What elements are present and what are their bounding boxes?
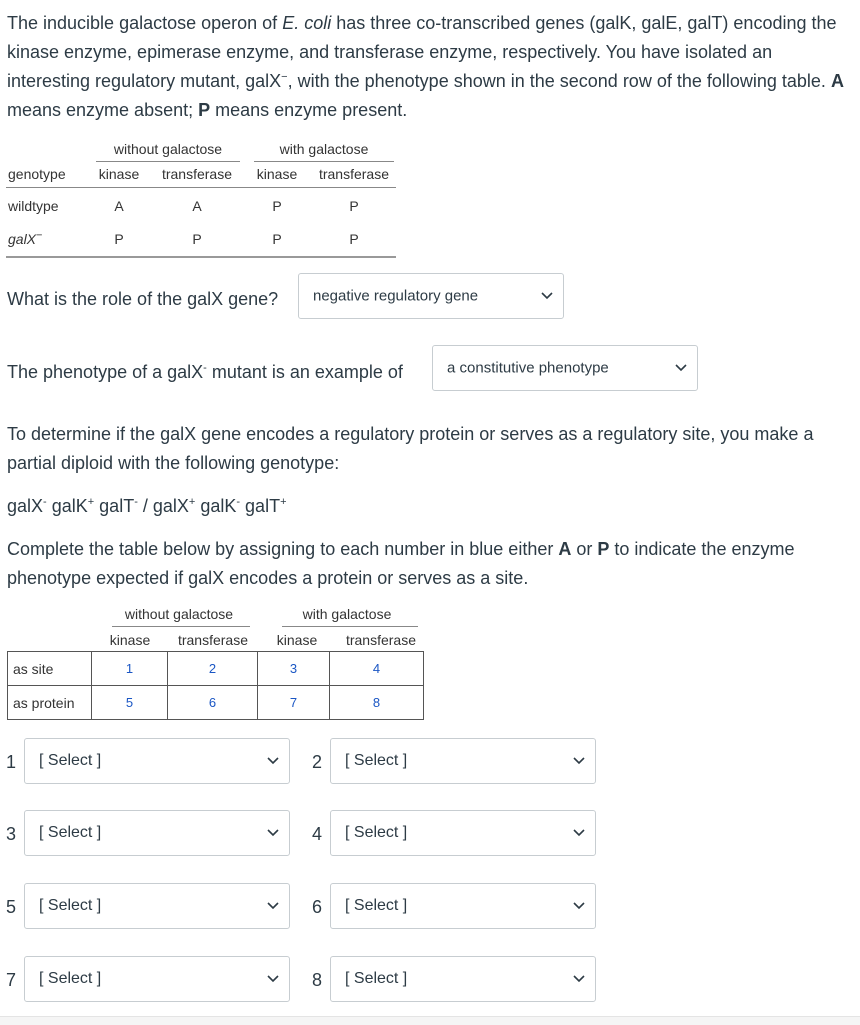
table1-header-kinase: kinase bbox=[256, 166, 298, 182]
table1-group-without: without galactose bbox=[113, 141, 223, 157]
table2-group-with: with galactose bbox=[302, 606, 392, 622]
row-label: as site bbox=[8, 652, 92, 686]
answer-select-value: [ Select ] bbox=[39, 970, 102, 987]
answer-number: 1 bbox=[6, 752, 17, 772]
blue-number: 5 bbox=[92, 686, 168, 720]
table1-cell: A bbox=[192, 198, 202, 214]
blue-number: 2 bbox=[168, 652, 258, 686]
table-row bbox=[8, 686, 424, 720]
table1-header-transferase: transferase bbox=[318, 166, 390, 182]
answer-select-8[interactable] bbox=[330, 956, 596, 1002]
chevron-down-icon bbox=[267, 829, 279, 837]
answer-select-value: [ Select ] bbox=[345, 752, 408, 769]
q2-prompt: The phenotype of a galX- mutant is an example of bbox=[7, 362, 403, 382]
answer-select-value: [ Select ] bbox=[345, 824, 408, 841]
answer-select-value: [ Select ] bbox=[345, 970, 408, 987]
table1-header-transferase: transferase bbox=[161, 166, 233, 182]
answer-select-6[interactable] bbox=[330, 883, 596, 929]
phenotype-select[interactable] bbox=[432, 345, 698, 391]
answer-number: 6 bbox=[312, 897, 323, 917]
answer-select-1[interactable] bbox=[24, 738, 290, 784]
blue-number: 8 bbox=[330, 686, 424, 720]
answer-select-4[interactable] bbox=[330, 810, 596, 856]
answer-select-3[interactable] bbox=[24, 810, 290, 856]
table1-cell: P bbox=[349, 198, 359, 214]
row-label: as protein bbox=[8, 686, 92, 720]
table2-header-transferase: transferase bbox=[177, 632, 249, 648]
table1-cell: A bbox=[114, 198, 124, 214]
table2-header-transferase: transferase bbox=[345, 632, 417, 648]
table-row bbox=[8, 652, 424, 686]
answer-select-value: [ Select ] bbox=[39, 824, 102, 841]
blue-number: 6 bbox=[168, 686, 258, 720]
assignment-table bbox=[7, 651, 424, 720]
answer-number: 8 bbox=[312, 970, 323, 990]
instructions-paragraph: Complete the table below by assigning to each number in blue either A or P to indicate the enzyme phenotype expected if galX encodes a protein or serves as a site. bbox=[7, 539, 795, 588]
answer-number: 2 bbox=[312, 752, 323, 772]
table1-header-kinase: kinase bbox=[98, 166, 140, 182]
answer-number: 7 bbox=[6, 970, 17, 990]
table1-group-with: with galactose bbox=[279, 141, 369, 157]
chevron-down-icon bbox=[267, 975, 279, 983]
answer-number: 3 bbox=[6, 824, 17, 844]
blue-number: 4 bbox=[330, 652, 424, 686]
table1-cell: P bbox=[272, 198, 282, 214]
chevron-down-icon bbox=[267, 902, 279, 910]
blue-number: 1 bbox=[92, 652, 168, 686]
chevron-down-icon bbox=[675, 364, 687, 372]
answer-select-7[interactable] bbox=[24, 956, 290, 1002]
table2-group-without: without galactose bbox=[124, 606, 234, 622]
answer-number: 5 bbox=[6, 897, 17, 917]
table1-cell: P bbox=[272, 231, 282, 247]
table1-row-genotype: galX− bbox=[8, 229, 43, 247]
answer-number: 4 bbox=[312, 824, 323, 844]
table1-row-genotype: wildtype bbox=[8, 198, 59, 214]
chevron-down-icon bbox=[573, 902, 585, 910]
chevron-down-icon bbox=[573, 757, 585, 765]
answer-select-2[interactable] bbox=[330, 738, 596, 784]
intro-paragraph: The inducible galactose operon of E. coli has three co-transcribed genes (galK, galE, galT) encoding the kinase enzyme, epimerase enzyme, and transferase enzyme, respectively. You have isolated an interesting regulatory mutant, galX−, with the phenotype shown in the second row of the following table. A means enzyme absent; P means enzyme present. bbox=[7, 13, 844, 120]
table1-cell: P bbox=[114, 231, 124, 247]
answer-select-value: [ Select ] bbox=[345, 897, 408, 914]
table2-header-kinase: kinase bbox=[109, 632, 151, 648]
diploid-genotype: galX- galK+ galT- / galX+ galK- galT+ bbox=[7, 496, 287, 516]
chevron-down-icon bbox=[573, 975, 585, 983]
table1-cell: P bbox=[349, 231, 359, 247]
answer-select-value: [ Select ] bbox=[39, 752, 102, 769]
answer-select-value: [ Select ] bbox=[39, 897, 102, 914]
chevron-down-icon bbox=[267, 757, 279, 765]
blue-number: 7 bbox=[258, 686, 330, 720]
partial-diploid-paragraph: To determine if the galX gene encodes a regulatory protein or serves as a regulatory site, you make a partial diploid with the following genotype: bbox=[7, 424, 814, 473]
role-select-value: negative regulatory gene bbox=[313, 287, 479, 305]
q1-prompt: What is the role of the galX gene? bbox=[7, 289, 279, 309]
table1-cell: P bbox=[192, 231, 202, 247]
role-select[interactable] bbox=[298, 273, 564, 319]
phenotype-select-value: a constitutive phenotype bbox=[447, 359, 609, 377]
table1-header-genotype: genotype bbox=[8, 166, 66, 182]
blue-number: 3 bbox=[258, 652, 330, 686]
chevron-down-icon bbox=[541, 292, 553, 300]
chevron-down-icon bbox=[573, 829, 585, 837]
table2-header-kinase: kinase bbox=[276, 632, 318, 648]
answer-select-5[interactable] bbox=[24, 883, 290, 929]
